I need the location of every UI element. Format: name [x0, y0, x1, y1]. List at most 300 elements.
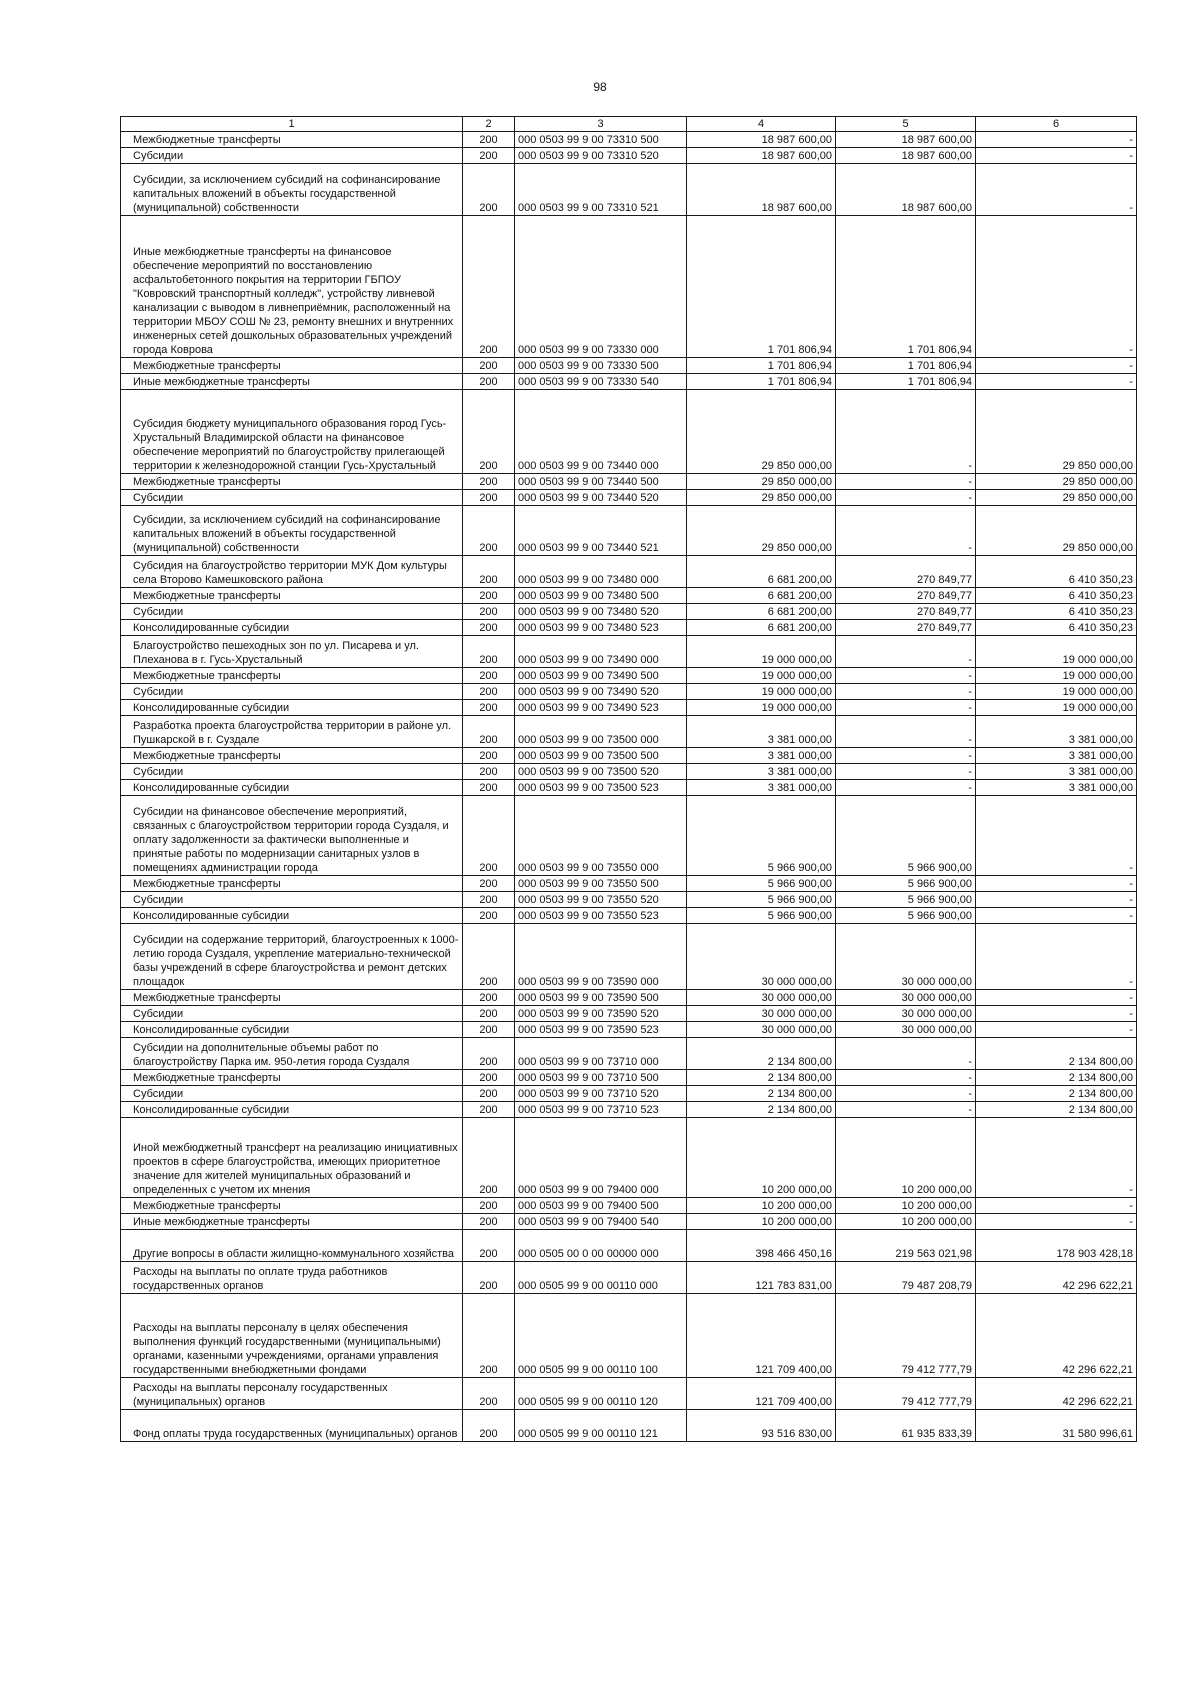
unexecuted-amount-cell: - — [976, 132, 1137, 148]
executed-amount-cell: - — [836, 1070, 976, 1086]
executed-amount-cell: - — [836, 474, 976, 490]
approved-amount-cell: 10 200 000,00 — [687, 1198, 836, 1214]
budget-classification-code-cell: 000 0503 99 9 00 73590 000 — [515, 924, 687, 990]
line-code-cell: 200 — [463, 132, 515, 148]
table-row — [121, 1038, 1137, 1070]
line-code-cell: 200 — [463, 716, 515, 748]
executed-amount-cell: 18 987 600,00 — [836, 132, 976, 148]
table-row — [121, 132, 1137, 148]
unexecuted-amount-cell: 6 410 350,23 — [976, 604, 1137, 620]
approved-amount-cell: 1 701 806,94 — [687, 216, 836, 358]
unexecuted-amount-cell: - — [976, 876, 1137, 892]
approved-amount-cell: 18 987 600,00 — [687, 148, 836, 164]
table-row — [121, 700, 1137, 716]
expense-name-cell: Межбюджетные трансферты — [121, 132, 463, 148]
approved-amount-cell: 29 850 000,00 — [687, 390, 836, 474]
line-code-cell: 200 — [463, 620, 515, 636]
budget-classification-code-cell: 000 0503 99 9 00 73550 520 — [515, 892, 687, 908]
unexecuted-amount-cell: - — [976, 358, 1137, 374]
executed-amount-cell: 30 000 000,00 — [836, 924, 976, 990]
unexecuted-amount-cell: 6 410 350,23 — [976, 556, 1137, 588]
executed-amount-cell: 18 987 600,00 — [836, 148, 976, 164]
expense-name-cell: Разработка проекта благоустройства территории в районе ул. Пушкарской в г. Суздале — [121, 716, 463, 748]
unexecuted-amount-cell: - — [976, 148, 1137, 164]
budget-classification-code-cell: 000 0503 99 9 00 73440 520 — [515, 490, 687, 506]
unexecuted-amount-cell: 3 381 000,00 — [976, 780, 1137, 796]
expense-name-cell: Субсидии, за исключением субсидий на софинансирование капитальных вложений в объекты государственной (муниципальной) собственности — [121, 506, 463, 556]
approved-amount-cell: 18 987 600,00 — [687, 132, 836, 148]
line-code-cell: 200 — [463, 1262, 515, 1294]
budget-classification-code-cell: 000 0503 99 9 00 73330 500 — [515, 358, 687, 374]
budget-classification-code-cell: 000 0503 99 9 00 73330 540 — [515, 374, 687, 390]
line-code-cell: 200 — [463, 358, 515, 374]
approved-amount-cell: 121 709 400,00 — [687, 1294, 836, 1378]
unexecuted-amount-cell: - — [976, 796, 1137, 876]
budget-classification-code-cell: 000 0503 99 9 00 73440 500 — [515, 474, 687, 490]
line-code-cell: 200 — [463, 216, 515, 358]
executed-amount-cell: 61 935 833,39 — [836, 1410, 976, 1442]
table-row — [121, 604, 1137, 620]
executed-amount-cell: - — [836, 636, 976, 668]
line-code-cell: 200 — [463, 604, 515, 620]
table-row — [121, 1070, 1137, 1086]
line-code-cell: 200 — [463, 490, 515, 506]
executed-amount-cell: 1 701 806,94 — [836, 216, 976, 358]
unexecuted-amount-cell: 19 000 000,00 — [976, 668, 1137, 684]
executed-amount-cell: 10 200 000,00 — [836, 1214, 976, 1230]
unexecuted-amount-cell: - — [976, 164, 1137, 216]
line-code-cell: 200 — [463, 892, 515, 908]
table-row — [121, 588, 1137, 604]
page-number: 98 — [593, 80, 607, 94]
line-code-cell: 200 — [463, 148, 515, 164]
approved-amount-cell: 5 966 900,00 — [687, 908, 836, 924]
expense-name-cell: Межбюджетные трансферты — [121, 474, 463, 490]
budget-classification-code-cell: 000 0503 99 9 00 73500 500 — [515, 748, 687, 764]
budget-classification-code-cell: 000 0503 99 9 00 73710 523 — [515, 1102, 687, 1118]
expense-name-cell: Фонд оплаты труда государственных (муниципальных) органов — [121, 1410, 463, 1442]
budget-classification-code-cell: 000 0503 99 9 00 73480 523 — [515, 620, 687, 636]
executed-amount-cell: - — [836, 506, 976, 556]
budget-classification-code-cell: 000 0503 99 9 00 73310 520 — [515, 148, 687, 164]
budget-classification-code-cell: 000 0503 99 9 00 73490 523 — [515, 700, 687, 716]
table-row — [121, 1086, 1137, 1102]
unexecuted-amount-cell: 42 296 622,21 — [976, 1262, 1137, 1294]
executed-amount-cell: 5 966 900,00 — [836, 796, 976, 876]
unexecuted-amount-cell: - — [976, 1118, 1137, 1198]
table-row — [121, 490, 1137, 506]
line-code-cell: 200 — [463, 876, 515, 892]
approved-amount-cell: 1 701 806,94 — [687, 374, 836, 390]
line-code-cell: 200 — [463, 164, 515, 216]
budget-classification-code-cell: 000 0503 99 9 00 79400 000 — [515, 1118, 687, 1198]
expense-name-cell: Консолидированные субсидии — [121, 908, 463, 924]
table-row — [121, 164, 1137, 216]
expense-name-cell: Субсидии — [121, 764, 463, 780]
executed-amount-cell: 5 966 900,00 — [836, 892, 976, 908]
unexecuted-amount-cell: 3 381 000,00 — [976, 716, 1137, 748]
expense-name-cell: Субсидия на благоустройство территории МУК Дом культуры села Второво Камешковского района — [121, 556, 463, 588]
unexecuted-amount-cell: 6 410 350,23 — [976, 588, 1137, 604]
unexecuted-amount-cell: - — [976, 1214, 1137, 1230]
table-row — [121, 556, 1137, 588]
line-code-cell: 200 — [463, 1070, 515, 1086]
expense-name-cell: Другие вопросы в области жилищно-коммунального хозяйства — [121, 1230, 463, 1262]
line-code-cell: 200 — [463, 506, 515, 556]
line-code-cell: 200 — [463, 924, 515, 990]
executed-amount-cell: 270 849,77 — [836, 620, 976, 636]
unexecuted-amount-cell: - — [976, 892, 1137, 908]
expense-name-cell: Субсидии — [121, 1006, 463, 1022]
unexecuted-amount-cell: 6 410 350,23 — [976, 620, 1137, 636]
expense-name-cell: Консолидированные субсидии — [121, 1102, 463, 1118]
line-code-cell: 200 — [463, 668, 515, 684]
table-row — [121, 390, 1137, 474]
unexecuted-amount-cell: - — [976, 990, 1137, 1006]
executed-amount-cell: 79 412 777,79 — [836, 1378, 976, 1410]
expense-name-cell: Консолидированные субсидии — [121, 1022, 463, 1038]
executed-amount-cell: 30 000 000,00 — [836, 990, 976, 1006]
expense-name-cell: Расходы на выплаты персоналу в целях обеспечения выполнения функций государственными (муниципальными) органами, казенными учреждениями, органами управления государственными внебюджетными фондами — [121, 1294, 463, 1378]
expense-name-cell: Субсидии — [121, 490, 463, 506]
line-code-cell: 200 — [463, 990, 515, 1006]
executed-amount-cell: - — [836, 490, 976, 506]
budget-classification-code-cell: 000 0505 99 9 00 00110 121 — [515, 1410, 687, 1442]
expense-name-cell: Субсидии — [121, 684, 463, 700]
approved-amount-cell: 19 000 000,00 — [687, 636, 836, 668]
budget-classification-code-cell: 000 0503 99 9 00 73590 523 — [515, 1022, 687, 1038]
line-code-cell: 200 — [463, 780, 515, 796]
expense-name-cell: Субсидии — [121, 1086, 463, 1102]
budget-classification-code-cell: 000 0503 99 9 00 73550 500 — [515, 876, 687, 892]
approved-amount-cell: 30 000 000,00 — [687, 1022, 836, 1038]
approved-amount-cell: 3 381 000,00 — [687, 716, 836, 748]
table-row — [121, 1230, 1137, 1262]
expense-name-cell: Субсидии на финансовое обеспечение мероприятий, связанных с благоустройством территории города Суздаля, и оплату задолженности за фактически выполненные и принятые работы по модернизации санитарных узлов в помещениях администрации города — [121, 796, 463, 876]
budget-classification-code-cell: 000 0503 99 9 00 73440 521 — [515, 506, 687, 556]
approved-amount-cell: 30 000 000,00 — [687, 924, 836, 990]
unexecuted-amount-cell: - — [976, 908, 1137, 924]
executed-amount-cell: - — [836, 684, 976, 700]
approved-amount-cell: 1 701 806,94 — [687, 358, 836, 374]
table-row — [121, 748, 1137, 764]
budget-classification-code-cell: 000 0503 99 9 00 79400 540 — [515, 1214, 687, 1230]
line-code-cell: 200 — [463, 1214, 515, 1230]
executed-amount-cell: 10 200 000,00 — [836, 1118, 976, 1198]
unexecuted-amount-cell: 2 134 800,00 — [976, 1086, 1137, 1102]
budget-classification-code-cell: 000 0503 99 9 00 73480 500 — [515, 588, 687, 604]
table-row — [121, 374, 1137, 390]
unexecuted-amount-cell: - — [976, 924, 1137, 990]
executed-amount-cell: 30 000 000,00 — [836, 1022, 976, 1038]
line-code-cell: 200 — [463, 374, 515, 390]
approved-amount-cell: 30 000 000,00 — [687, 1006, 836, 1022]
executed-amount-cell: - — [836, 1038, 976, 1070]
line-code-cell: 200 — [463, 684, 515, 700]
line-code-cell: 200 — [463, 1294, 515, 1378]
line-code-cell: 200 — [463, 1230, 515, 1262]
executed-amount-cell: - — [836, 1102, 976, 1118]
approved-amount-cell: 6 681 200,00 — [687, 588, 836, 604]
approved-amount-cell: 19 000 000,00 — [687, 700, 836, 716]
table-row — [121, 1262, 1137, 1294]
line-code-cell: 200 — [463, 1198, 515, 1214]
table-row — [121, 764, 1137, 780]
line-code-cell: 200 — [463, 588, 515, 604]
expense-name-cell: Межбюджетные трансферты — [121, 990, 463, 1006]
expense-name-cell: Субсидии на содержание территорий, благоустроенных к 1000-летию города Суздаля, укрепление материально-технической базы учреждений в сфере благоустройства и ремонт детских площадок — [121, 924, 463, 990]
approved-amount-cell: 3 381 000,00 — [687, 748, 836, 764]
expense-name-cell: Расходы на выплаты по оплате труда работников государственных органов — [121, 1262, 463, 1294]
table-row — [121, 358, 1137, 374]
table-row — [121, 1102, 1137, 1118]
executed-amount-cell: 270 849,77 — [836, 588, 976, 604]
executed-amount-cell: - — [836, 716, 976, 748]
unexecuted-amount-cell: 2 134 800,00 — [976, 1038, 1137, 1070]
unexecuted-amount-cell: 178 903 428,18 — [976, 1230, 1137, 1262]
line-code-cell: 200 — [463, 556, 515, 588]
budget-classification-code-cell: 000 0503 99 9 00 73500 520 — [515, 764, 687, 780]
approved-amount-cell: 6 681 200,00 — [687, 556, 836, 588]
budget-classification-code-cell: 000 0503 99 9 00 73590 520 — [515, 1006, 687, 1022]
expense-name-cell: Межбюджетные трансферты — [121, 358, 463, 374]
approved-amount-cell: 3 381 000,00 — [687, 780, 836, 796]
table-row — [121, 876, 1137, 892]
budget-table — [120, 116, 1137, 1442]
approved-amount-cell: 29 850 000,00 — [687, 490, 836, 506]
budget-classification-code-cell: 000 0505 99 9 00 00110 100 — [515, 1294, 687, 1378]
table-row — [121, 1410, 1137, 1442]
line-code-cell: 200 — [463, 764, 515, 780]
executed-amount-cell: - — [836, 780, 976, 796]
line-code-cell: 200 — [463, 1102, 515, 1118]
expense-name-cell: Субсидии — [121, 604, 463, 620]
approved-amount-cell: 121 783 831,00 — [687, 1262, 836, 1294]
expense-name-cell: Консолидированные субсидии — [121, 700, 463, 716]
unexecuted-amount-cell: 29 850 000,00 — [976, 506, 1137, 556]
expense-name-cell: Консолидированные субсидии — [121, 780, 463, 796]
approved-amount-cell: 19 000 000,00 — [687, 668, 836, 684]
budget-classification-code-cell: 000 0503 99 9 00 73330 000 — [515, 216, 687, 358]
table-row — [121, 908, 1137, 924]
unexecuted-amount-cell: 2 134 800,00 — [976, 1070, 1137, 1086]
table-row — [121, 1294, 1137, 1378]
executed-amount-cell: 10 200 000,00 — [836, 1198, 976, 1214]
column-header: 3 — [515, 117, 687, 132]
budget-classification-code-cell: 000 0503 99 9 00 73480 000 — [515, 556, 687, 588]
table-row — [121, 1118, 1137, 1198]
unexecuted-amount-cell: 29 850 000,00 — [976, 474, 1137, 490]
approved-amount-cell: 2 134 800,00 — [687, 1086, 836, 1102]
budget-classification-code-cell: 000 0505 99 9 00 00110 000 — [515, 1262, 687, 1294]
expense-name-cell: Иной межбюджетный трансферт на реализацию инициативных проектов в сфере благоустройства, имеющих приоритетное значение для жителей муниципальных образований и определенных с учетом их мнения — [121, 1118, 463, 1198]
expense-name-cell: Субсидии — [121, 892, 463, 908]
executed-amount-cell: - — [836, 1086, 976, 1102]
unexecuted-amount-cell: 42 296 622,21 — [976, 1378, 1137, 1410]
executed-amount-cell: 1 701 806,94 — [836, 358, 976, 374]
budget-classification-code-cell: 000 0503 99 9 00 79400 500 — [515, 1198, 687, 1214]
approved-amount-cell: 2 134 800,00 — [687, 1070, 836, 1086]
executed-amount-cell: - — [836, 748, 976, 764]
column-header: 1 — [121, 117, 463, 132]
unexecuted-amount-cell: 31 580 996,61 — [976, 1410, 1137, 1442]
executed-amount-cell: 1 701 806,94 — [836, 374, 976, 390]
expense-name-cell: Межбюджетные трансферты — [121, 1198, 463, 1214]
unexecuted-amount-cell: 29 850 000,00 — [976, 490, 1137, 506]
unexecuted-amount-cell: 19 000 000,00 — [976, 700, 1137, 716]
approved-amount-cell: 30 000 000,00 — [687, 990, 836, 1006]
budget-classification-code-cell: 000 0503 99 9 00 73440 000 — [515, 390, 687, 474]
unexecuted-amount-cell: 29 850 000,00 — [976, 390, 1137, 474]
expense-name-cell: Расходы на выплаты персоналу государственных (муниципальных) органов — [121, 1378, 463, 1410]
approved-amount-cell: 398 466 450,16 — [687, 1230, 836, 1262]
approved-amount-cell: 3 381 000,00 — [687, 764, 836, 780]
table-row — [121, 148, 1137, 164]
budget-classification-code-cell: 000 0503 99 9 00 73490 500 — [515, 668, 687, 684]
budget-classification-code-cell: 000 0503 99 9 00 73710 520 — [515, 1086, 687, 1102]
expense-name-cell: Межбюджетные трансферты — [121, 748, 463, 764]
unexecuted-amount-cell: 3 381 000,00 — [976, 748, 1137, 764]
table-row — [121, 474, 1137, 490]
expense-name-cell: Субсидии на дополнительные объемы работ по благоустройству Парка им. 950-летия города Суздаля — [121, 1038, 463, 1070]
table-row — [121, 668, 1137, 684]
expense-name-cell: Благоустройство пешеходных зон по ул. Писарева и ул. Плеханова в г. Гусь-Хрустальный — [121, 636, 463, 668]
table-row — [121, 506, 1137, 556]
approved-amount-cell: 5 966 900,00 — [687, 796, 836, 876]
expense-name-cell: Субсидии — [121, 148, 463, 164]
executed-amount-cell: - — [836, 668, 976, 684]
line-code-cell: 200 — [463, 474, 515, 490]
executed-amount-cell: 219 563 021,98 — [836, 1230, 976, 1262]
approved-amount-cell: 93 516 830,00 — [687, 1410, 836, 1442]
approved-amount-cell: 2 134 800,00 — [687, 1102, 836, 1118]
unexecuted-amount-cell: 19 000 000,00 — [976, 684, 1137, 700]
table-row — [121, 990, 1137, 1006]
table-header-row — [121, 117, 1137, 132]
executed-amount-cell: 5 966 900,00 — [836, 876, 976, 892]
line-code-cell: 200 — [463, 796, 515, 876]
expense-name-cell: Межбюджетные трансферты — [121, 876, 463, 892]
expense-name-cell: Субсидия бюджету муниципального образования город Гусь-Хрустальный Владимирской области на финансовое обеспечение мероприятий по благоустройству прилегающей территории к железнодорожной станции Гусь-Хрустальный — [121, 390, 463, 474]
expense-name-cell: Межбюджетные трансферты — [121, 588, 463, 604]
expense-name-cell: Межбюджетные трансферты — [121, 668, 463, 684]
budget-classification-code-cell: 000 0503 99 9 00 73710 000 — [515, 1038, 687, 1070]
line-code-cell: 200 — [463, 1086, 515, 1102]
line-code-cell: 200 — [463, 1378, 515, 1410]
table-row — [121, 620, 1137, 636]
approved-amount-cell: 6 681 200,00 — [687, 620, 836, 636]
unexecuted-amount-cell: - — [976, 1198, 1137, 1214]
unexecuted-amount-cell: 3 381 000,00 — [976, 764, 1137, 780]
unexecuted-amount-cell: - — [976, 1006, 1137, 1022]
executed-amount-cell: - — [836, 764, 976, 780]
budget-classification-code-cell: 000 0505 00 0 00 00000 000 — [515, 1230, 687, 1262]
line-code-cell: 200 — [463, 1022, 515, 1038]
budget-classification-code-cell: 000 0503 99 9 00 73550 523 — [515, 908, 687, 924]
line-code-cell: 200 — [463, 390, 515, 474]
executed-amount-cell: 18 987 600,00 — [836, 164, 976, 216]
line-code-cell: 200 — [463, 908, 515, 924]
table-row — [121, 1214, 1137, 1230]
table-body — [121, 132, 1137, 1442]
table-row — [121, 1198, 1137, 1214]
expense-name-cell: Иные межбюджетные трансферты на финансовое обеспечение мероприятий по восстановлению асфальтобетонного покрытия на территории ГБПОУ "Ковровский транспортный колледж", устройству ливневой канализации с выводом в ливнеприёмник, расположенный на территории МБОУ СОШ № 23, ремонту внешних и внутренних инженерных сетей дошкольных образовательных учреждений города Коврова — [121, 216, 463, 358]
budget-classification-code-cell: 000 0503 99 9 00 73590 500 — [515, 990, 687, 1006]
executed-amount-cell: 270 849,77 — [836, 604, 976, 620]
table-row — [121, 684, 1137, 700]
budget-classification-code-cell: 000 0503 99 9 00 73310 500 — [515, 132, 687, 148]
line-code-cell: 200 — [463, 1038, 515, 1070]
approved-amount-cell: 10 200 000,00 — [687, 1118, 836, 1198]
approved-amount-cell: 2 134 800,00 — [687, 1038, 836, 1070]
executed-amount-cell: 270 849,77 — [836, 556, 976, 588]
table-row — [121, 892, 1137, 908]
expense-name-cell: Иные межбюджетные трансферты — [121, 1214, 463, 1230]
budget-classification-code-cell: 000 0503 99 9 00 73310 521 — [515, 164, 687, 216]
expense-name-cell: Субсидии, за исключением субсидий на софинансирование капитальных вложений в объекты государственной (муниципальной) собственности — [121, 164, 463, 216]
executed-amount-cell: - — [836, 390, 976, 474]
expense-name-cell: Иные межбюджетные трансферты — [121, 374, 463, 390]
budget-classification-code-cell: 000 0503 99 9 00 73710 500 — [515, 1070, 687, 1086]
line-code-cell: 200 — [463, 1006, 515, 1022]
expense-name-cell: Консолидированные субсидии — [121, 620, 463, 636]
column-header: 6 — [976, 117, 1137, 132]
budget-classification-code-cell: 000 0505 99 9 00 00110 120 — [515, 1378, 687, 1410]
table-row — [121, 636, 1137, 668]
budget-classification-code-cell: 000 0503 99 9 00 73490 000 — [515, 636, 687, 668]
table-row — [121, 1022, 1137, 1038]
executed-amount-cell: 5 966 900,00 — [836, 908, 976, 924]
budget-classification-code-cell: 000 0503 99 9 00 73500 000 — [515, 716, 687, 748]
approved-amount-cell: 19 000 000,00 — [687, 684, 836, 700]
budget-classification-code-cell: 000 0503 99 9 00 73500 523 — [515, 780, 687, 796]
approved-amount-cell: 29 850 000,00 — [687, 506, 836, 556]
line-code-cell: 200 — [463, 700, 515, 716]
unexecuted-amount-cell: - — [976, 1022, 1137, 1038]
table-row — [121, 1378, 1137, 1410]
line-code-cell: 200 — [463, 1410, 515, 1442]
table-row — [121, 716, 1137, 748]
unexecuted-amount-cell: 2 134 800,00 — [976, 1102, 1137, 1118]
expense-name-cell: Межбюджетные трансферты — [121, 1070, 463, 1086]
line-code-cell: 200 — [463, 1118, 515, 1198]
table-row — [121, 924, 1137, 990]
executed-amount-cell: - — [836, 700, 976, 716]
line-code-cell: 200 — [463, 748, 515, 764]
unexecuted-amount-cell: - — [976, 374, 1137, 390]
approved-amount-cell: 29 850 000,00 — [687, 474, 836, 490]
approved-amount-cell: 5 966 900,00 — [687, 892, 836, 908]
executed-amount-cell: 30 000 000,00 — [836, 1006, 976, 1022]
table-row — [121, 796, 1137, 876]
table-row — [121, 780, 1137, 796]
approved-amount-cell: 5 966 900,00 — [687, 876, 836, 892]
table-row — [121, 1006, 1137, 1022]
budget-classification-code-cell: 000 0503 99 9 00 73550 000 — [515, 796, 687, 876]
column-header: 4 — [687, 117, 836, 132]
budget-classification-code-cell: 000 0503 99 9 00 73490 520 — [515, 684, 687, 700]
line-code-cell: 200 — [463, 636, 515, 668]
approved-amount-cell: 18 987 600,00 — [687, 164, 836, 216]
approved-amount-cell: 10 200 000,00 — [687, 1214, 836, 1230]
unexecuted-amount-cell: 19 000 000,00 — [976, 636, 1137, 668]
table-row — [121, 216, 1137, 358]
unexecuted-amount-cell: - — [976, 216, 1137, 358]
column-header: 5 — [836, 117, 976, 132]
approved-amount-cell: 6 681 200,00 — [687, 604, 836, 620]
budget-classification-code-cell: 000 0503 99 9 00 73480 520 — [515, 604, 687, 620]
executed-amount-cell: 79 487 208,79 — [836, 1262, 976, 1294]
